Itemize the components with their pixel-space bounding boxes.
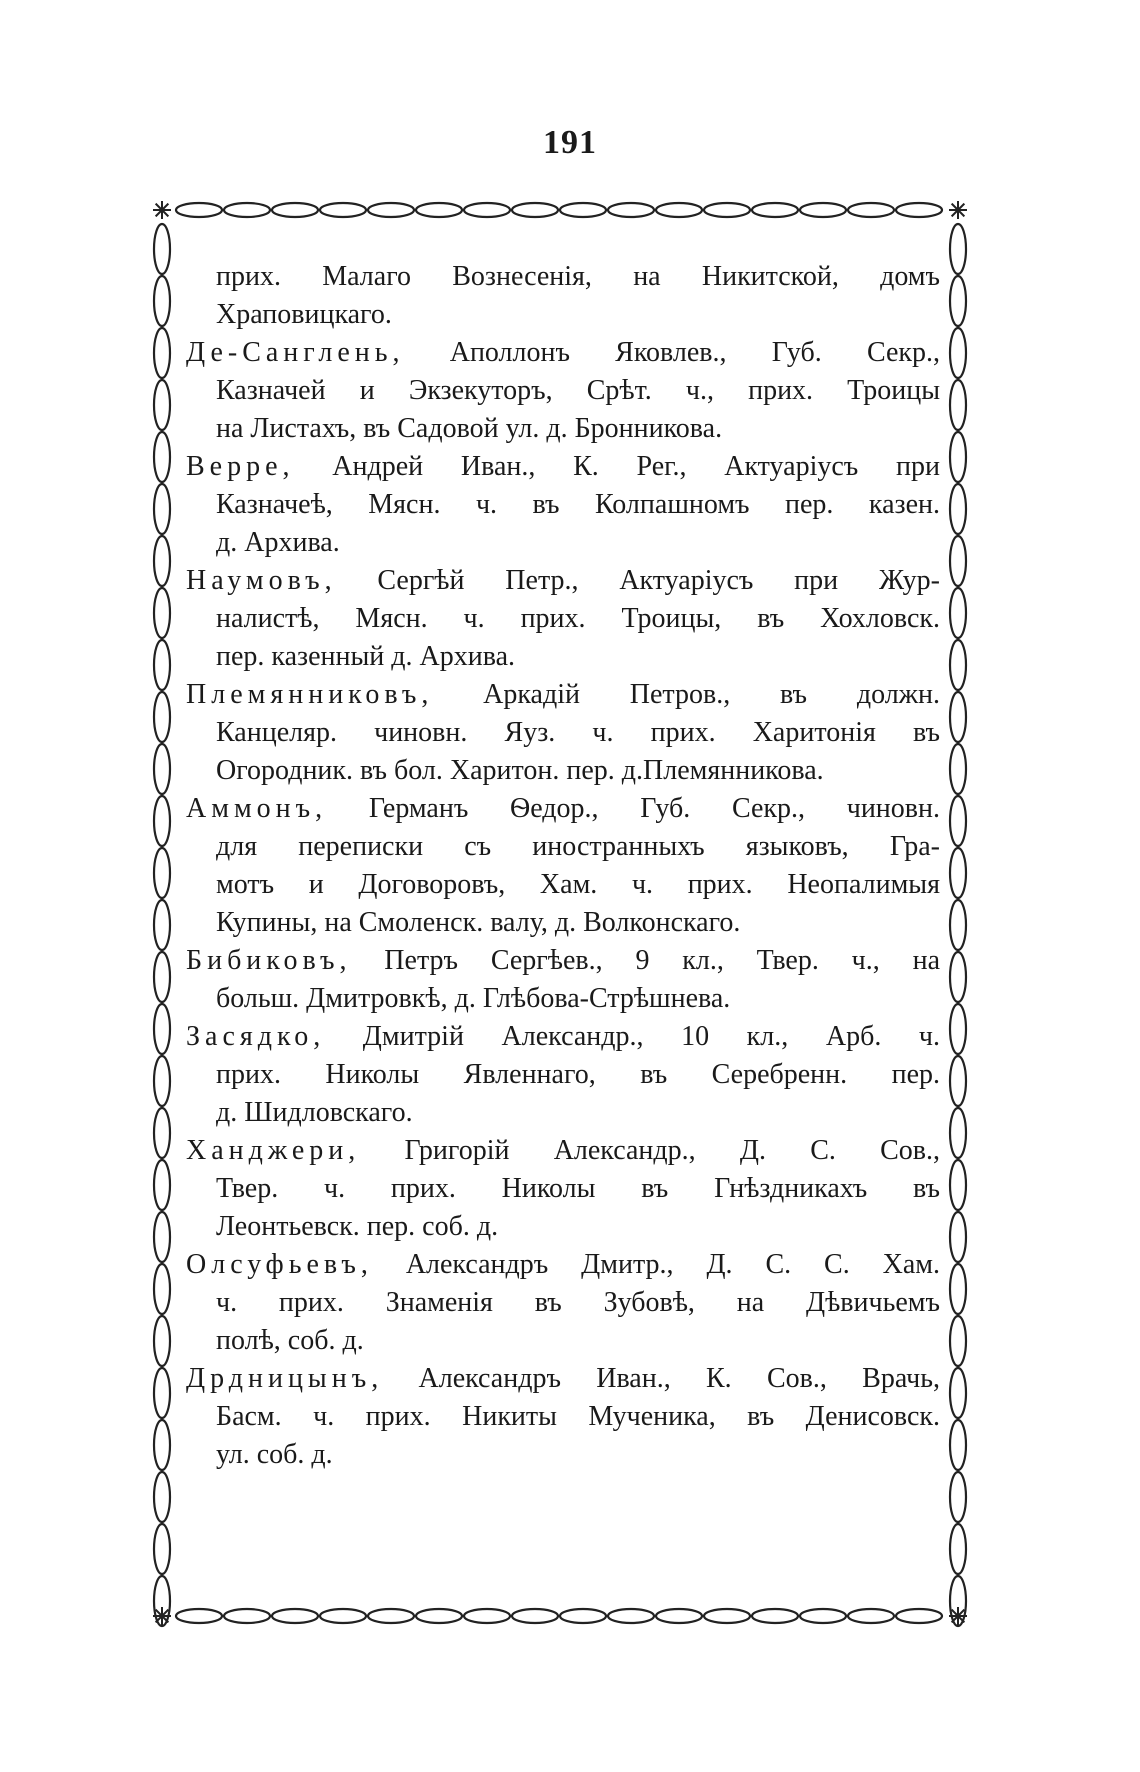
entry-text: Сергѣй Петр., Актуаріусъ при Жур- (336, 565, 940, 596)
entry-line (186, 372, 940, 410)
entry-text: пер. казенный д. Архива. (216, 641, 516, 672)
entry-text: Дмитрій Александр., 10 кл., Арб. ч. (325, 1021, 940, 1052)
entry-line (186, 866, 940, 904)
directory-entry (186, 448, 940, 562)
entry-line (186, 1322, 940, 1360)
entry-line (186, 980, 940, 1018)
entry-surname: Де-Санглень, (186, 337, 405, 368)
entry-text: Храповицкаго. (216, 299, 392, 330)
directory-entry (186, 790, 940, 942)
entry-line (186, 638, 940, 676)
entry-text: больш. Дмитровкѣ, д. Глѣбова-Стрѣшнева. (216, 983, 731, 1014)
entry-line (186, 1284, 940, 1322)
entry-text: Германъ Ѳедор., Губ. Секр., чиновн. (327, 793, 940, 824)
entry-line (186, 1132, 940, 1170)
entry-surname: Бибиковъ, (186, 945, 352, 976)
entry-text: мотъ и Договоровъ, Хам. ч. прих. Неопалимыя (216, 869, 940, 900)
corner-star-icon (949, 1607, 967, 1625)
entry-line (186, 752, 940, 790)
entry-surname: Олсуфьевъ, (186, 1249, 373, 1280)
entry-surname: Аммонъ, (186, 793, 328, 824)
entry-text: Басм. ч. прих. Никиты Мученика, въ Денисовск. (216, 1401, 940, 1432)
entry-line (186, 1360, 940, 1398)
entry-line (186, 1094, 940, 1132)
corner-star-icon (153, 1607, 171, 1625)
entry-line (186, 676, 940, 714)
entry-text: Александръ Дмитр., Д. С. С. Хам. (372, 1249, 940, 1280)
entry-line (186, 1170, 940, 1208)
entry-text: Леонтьевск. пер. соб. д. (216, 1211, 499, 1242)
entry-line (186, 1208, 940, 1246)
entry-line (186, 1056, 940, 1094)
directory-entry (186, 1132, 940, 1246)
entry-line (186, 942, 940, 980)
corner-star-icon (153, 201, 171, 219)
entry-line (186, 258, 940, 296)
entry-line (186, 1018, 940, 1056)
entry-text: Твер. ч. прих. Николы въ Гнѣздникахъ въ (216, 1173, 940, 1204)
entry-line (186, 1398, 940, 1436)
corner-star-icon (949, 201, 967, 219)
directory-entry (186, 1018, 940, 1132)
entry-line (186, 524, 940, 562)
entry-line (186, 334, 940, 372)
entry-line (186, 828, 940, 866)
entry-surname: Засядко, (186, 1021, 326, 1052)
entry-text: на Листахъ, въ Садовой ул. д. Бронникова. (216, 413, 723, 444)
entry-text: для переписки съ иностранныхъ языковъ, Гра- (216, 831, 940, 862)
directory-entry (186, 1246, 940, 1360)
entry-text: Казначей и Экзекуторъ, Срѣт. ч., прих. Троицы (216, 375, 940, 406)
directory-entry (186, 1360, 940, 1474)
entry-text: д. Архива. (216, 527, 340, 558)
directory-entry (186, 942, 940, 1018)
entry-line (186, 904, 940, 942)
entry-line (186, 1436, 940, 1474)
entry-text: прих. Николы Явленнаго, въ Серебренн. пер. (216, 1059, 940, 1090)
entry-line (186, 714, 940, 752)
entry-line (186, 790, 940, 828)
entry-text: Александръ Иван., К. Сов., Врачь, (383, 1363, 940, 1394)
entry-text: Аполлонъ Яковлев., Губ. Секр., (404, 337, 940, 368)
entry-text: прих. Малаго Вознесенія, на Никитской, домъ (216, 261, 940, 292)
entry-text: д. Шидловскаго. (216, 1097, 413, 1128)
entry-line (186, 600, 940, 638)
directory-entry (186, 334, 940, 448)
directory-entry (186, 562, 940, 676)
entry-line (186, 562, 940, 600)
entry-text: Аркадій Петров., въ должн. (433, 679, 940, 710)
entry-surname: Дрдницынъ, (186, 1363, 384, 1394)
entry-surname: Ханджери, (186, 1135, 361, 1166)
entry-text: Андрей Иван., К. Рег., Актуаріусъ при (294, 451, 940, 482)
entry-line (186, 410, 940, 448)
entry-text: Петръ Сергѣев., 9 кл., Твер. ч., на (351, 945, 940, 976)
entry-text: полѣ, соб. д. (216, 1325, 364, 1356)
entry-surname: Племянниковъ, (186, 679, 434, 710)
entry-line (186, 296, 940, 334)
directory-entry (186, 676, 940, 790)
entry-text: ул. соб. д. (216, 1439, 333, 1470)
directory-entries (186, 258, 940, 1474)
entry-text: Григорій Александр., Д. С. Сов., (360, 1135, 940, 1166)
page-number: 191 (543, 124, 597, 161)
entry-surname: Наумовъ, (186, 565, 337, 596)
entry-text: Канцеляр. чиновн. Яуз. ч. прих. Харитонія въ (216, 717, 940, 748)
entry-text: ч. прих. Знаменія въ Зубовѣ, на Дѣвичьемъ (216, 1287, 940, 1318)
entry-text: Огородник. въ бол. Харитон. пер. д.Племянникова. (216, 755, 824, 786)
entry-text: Казначеѣ, Мясн. ч. въ Колпашномъ пер. казен. (216, 489, 940, 520)
entry-line (186, 486, 940, 524)
entry-text: налистѣ, Мясн. ч. прих. Троицы, въ Хохловск. (216, 603, 940, 634)
entry-line (186, 448, 940, 486)
entry-text: Купины, на Смоленск. валу, д. Волконскаго. (216, 907, 741, 938)
entry-surname: Верре, (186, 451, 295, 482)
directory-entry (186, 258, 940, 334)
entry-line (186, 1246, 940, 1284)
